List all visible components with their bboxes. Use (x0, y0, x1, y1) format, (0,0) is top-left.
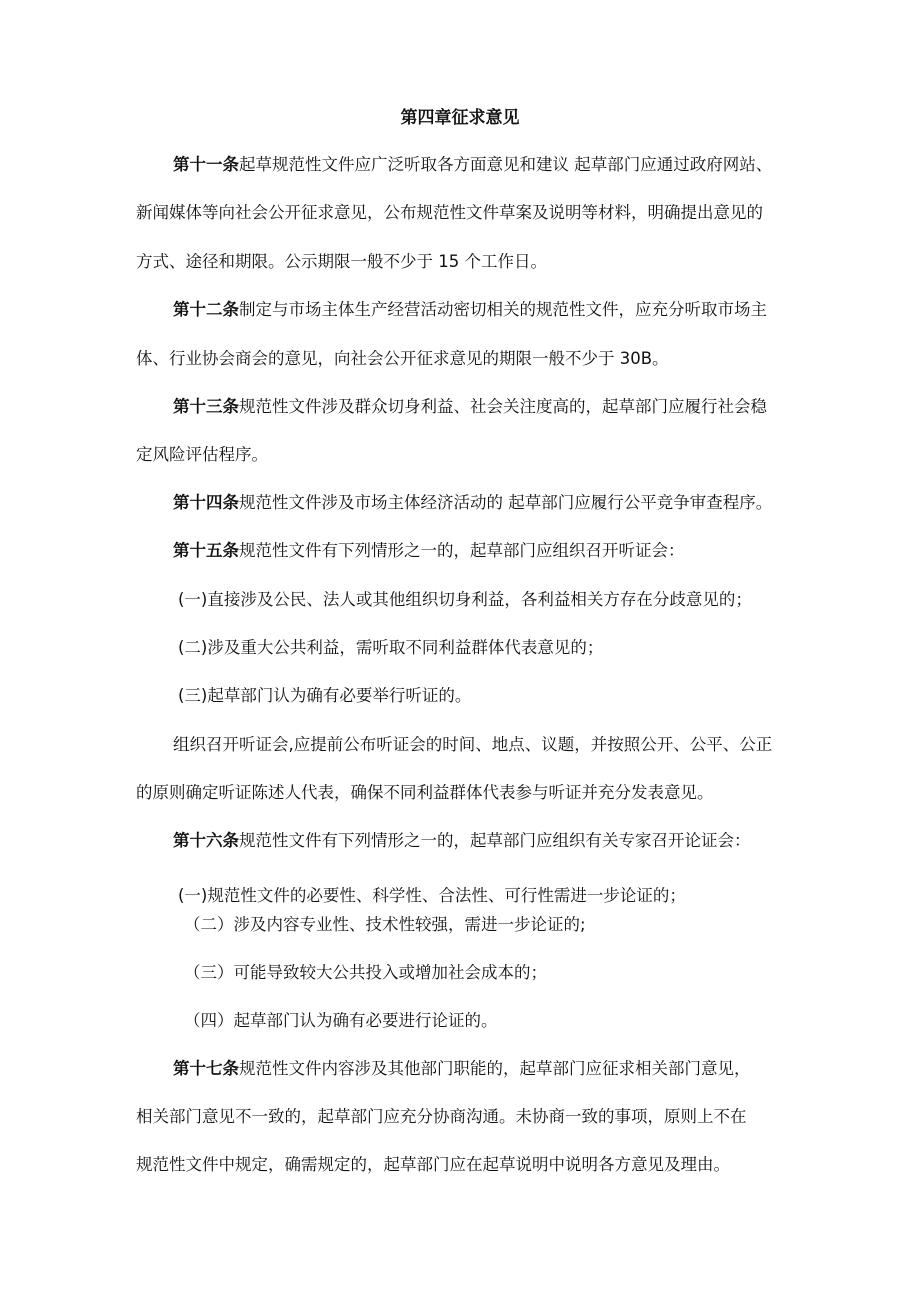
article-13-line-1: 第十三条规范性文件涉及群众切身利益、社会关注度高的，起草部门应履行社会稳 (173, 397, 767, 416)
article-13-label: 第十三条 (173, 397, 239, 416)
article-16-item-4: （四）起草部门认为确有必要进行论证的。 (184, 1011, 498, 1030)
article-17-line-1: 第十七条规范性文件内容涉及其他部门职能的，起草部门应征求相关部门意见， (173, 1059, 751, 1078)
chapter-title: 第四章征求意见 (400, 108, 520, 128)
article-11-line-1: 第十一条起草规范性文件应广泛听取各方面意见和建议 起草部门应通过政府网站、 (173, 155, 773, 174)
article-12-label: 第十二条 (173, 300, 239, 319)
article-15-paragraph-line-1: 组织召开听证会,应提前公布听证会的时间、地点、议题，并按照公开、公平、公正 (173, 735, 773, 754)
article-16-line-1: 第十六条规范性文件有下列情形之一的，起草部门应组织有关专家召开论证会： (173, 831, 751, 850)
article-15-item-3: (三)起草部门认为确有必要举行听证的。 (178, 686, 472, 705)
article-17-label: 第十七条 (173, 1059, 239, 1078)
article-12-line-2: 体、行业协会商会的意见，向社会公开征求意见的期限一般不少于 30B。 (136, 349, 669, 368)
article-16-item-1: (一)规范性文件的必要性、科学性、合法性、可行性需进一步论证的； (178, 886, 686, 905)
article-17-line-2: 相关部门意见不一致的，起草部门应充分协商沟通。未协商一致的事项，原则上不在 (136, 1107, 747, 1126)
article-17-line-3: 规范性文件中规定，确需规定的，起草部门应在起草说明中说明各方意见及理由。 (136, 1155, 730, 1174)
article-15-paragraph-line-2: 的原则确定听证陈述人代表，确保不同利益群体代表参与听证并充分发表意见。 (136, 783, 714, 802)
article-15-label: 第十五条 (173, 541, 239, 560)
article-13-line-2: 定风险评估程序。 (136, 445, 268, 464)
article-14-label: 第十四条 (173, 493, 239, 512)
article-15-line-1: 第十五条规范性文件有下列情形之一的，起草部门应组织召开听证会： (173, 541, 685, 560)
article-11-line-3: 方式、途径和期限。公示期限一般不少于 15 个工作日。 (136, 252, 547, 271)
article-12-line-1: 第十二条制定与市场主体生产经营活动密切相关的规范性文件，应充分听取市场主 (173, 300, 767, 319)
article-16-item-3: （三）可能导致较大公共投入或增加社会成本的； (184, 963, 547, 982)
article-14-line-1: 第十四条规范性文件涉及市场主体经济活动的 起草部门应履行公平竞争审查程序。 (173, 493, 773, 512)
article-16-item-2: （二）涉及内容专业性、技术性较强，需进一步论证的; (184, 915, 586, 934)
article-16-label: 第十六条 (173, 831, 239, 850)
article-15-item-1: (一)直接涉及公民、法人或其他组织切身利益，各利益相关方存在分歧意见的； (178, 590, 752, 609)
article-15-item-2: (二)涉及重大公共利益，需听取不同利益群体代表意见的； (178, 638, 604, 657)
article-11-label: 第十一条 (173, 155, 239, 174)
article-11-line-2: 新闻媒体等向社会公开征求意见，公布规范性文件草案及说明等材料，明确提出意见的 (136, 203, 763, 222)
